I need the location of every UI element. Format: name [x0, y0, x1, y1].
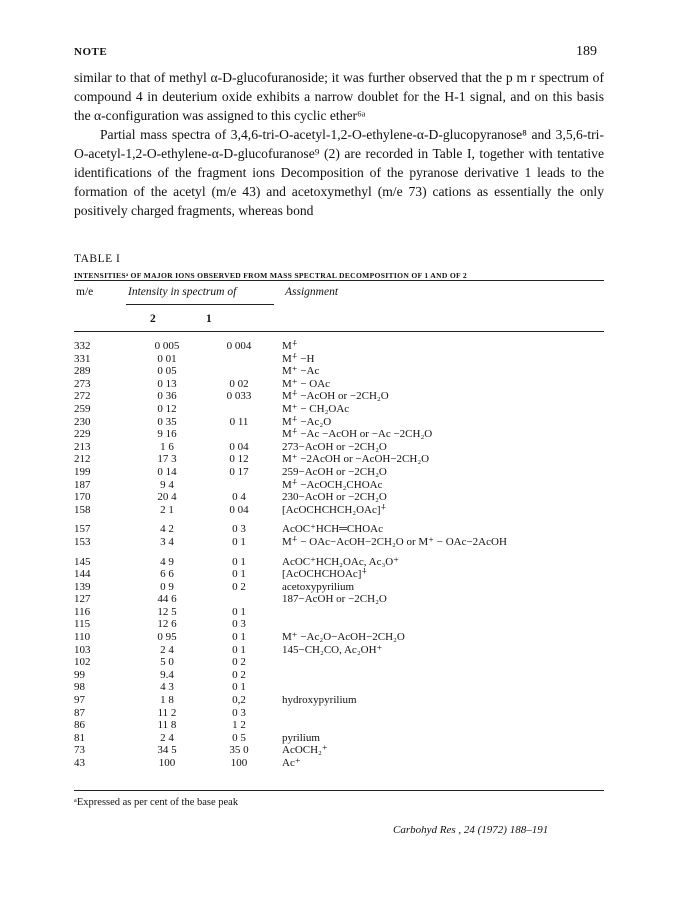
table-row [74, 491, 604, 504]
cell-intensity-1: 0 4 [232, 491, 246, 504]
cell-intensity-1: 0 004 [226, 340, 252, 352]
table-row [74, 416, 604, 429]
cell-intensity-2: 0 95 [157, 631, 177, 644]
cell-mz: 272 [74, 390, 91, 403]
cell-mz: 115 [74, 618, 91, 631]
table-row [74, 504, 604, 517]
cell-mz: 157 [74, 523, 91, 536]
cell-intensity-2: 9 16 [157, 428, 177, 441]
table-row [74, 681, 604, 694]
cell-intensity-1: 0 5 [232, 731, 246, 744]
table-row [74, 707, 604, 720]
table-top-rule [74, 280, 604, 281]
paragraph-1: similar to that of methyl α-D-glucofuranoside; it was further observed that the p m r spectrum of compound 4 in deuterium oxide exhibits a narrow doublet for the H-1 signal, and on this basis the α-configuration was assigned to this cyclic ether⁶ᵃ [74, 70, 604, 123]
paragraph-2: Partial mass spectra of 3,4,6-tri-O-acetyl-1,2-O-ethylene-α-D-glucopyranose⁸ and 3,5,6-tri-O-acetyl-1,2-O-ethylene-α-D-glucofuranose⁹ (2) are recorded in Table I, together with tentative identifications of the fragment ions Decomposition of the pyranose derivative 1 leads to the formation of the acetyl (m/e 43) and acetoxymethyl (m/e 73) cations as essentially the only positively charged fragments, whereas bond [74, 127, 604, 218]
cell-assignment: M⁺ −2AcOH or −AcOH−2CH₂O [282, 453, 430, 466]
cell-assignment: AcOC⁺HCH₂OAc, Ac₃O⁺ [282, 555, 400, 568]
cell-intensity-1: 0 3 [232, 618, 246, 631]
table-row [74, 516, 604, 536]
cell-intensity-1: 0 04 [229, 440, 249, 453]
cell-intensity-2: 0 05 [157, 365, 177, 378]
cell-intensity-1: 0 1 [232, 568, 246, 581]
cell-intensity-2: 0 12 [157, 402, 177, 415]
cell-intensity-2: 1 8 [160, 694, 174, 707]
cell-intensity-1: 100 [230, 757, 248, 769]
table-row [74, 656, 604, 669]
cell-assignment [282, 656, 604, 669]
table-row [74, 618, 604, 631]
cell-mz: 331 [74, 352, 91, 365]
cell-assignment: pyrilium [282, 731, 320, 744]
table-row [74, 694, 604, 707]
cell-intensity-1: 0 12 [229, 453, 249, 466]
cell-intensity-1: 0 1 [232, 643, 246, 656]
cell-assignment: AcOCH₂⁺ [282, 744, 328, 757]
cell-intensity-2: 11 2 [157, 706, 177, 719]
cell-assignment [282, 669, 604, 682]
cell-mz: 273 [74, 377, 91, 390]
cell-intensity-2: 4 3 [160, 681, 174, 694]
page-number: 189 [576, 44, 597, 59]
cell-assignment: [AcOCHCHCH₂OAc]⁺̇ [282, 503, 387, 516]
cell-mz: 289 [74, 365, 91, 378]
cell-intensity-2: 1 6 [160, 440, 174, 453]
cell-mz: 158 [74, 503, 91, 516]
table-row [74, 669, 604, 682]
table-row [74, 631, 604, 644]
table-row [74, 378, 604, 391]
table-bottom-rule [74, 790, 604, 791]
cell-assignment: AcOC⁺HCH═CHOAc [282, 523, 383, 536]
intensity-header-rule [126, 304, 274, 305]
cell-assignment: M⁺̇ −Ac₂O [282, 415, 332, 428]
cell-intensity-2: 4 9 [160, 555, 174, 568]
cell-intensity-1: 1 2 [232, 719, 246, 732]
cell-intensity-2: 0 005 [154, 340, 180, 352]
cell-intensity-2: 6 6 [160, 568, 174, 581]
cell-assignment: M⁺̇ [282, 340, 298, 352]
cell-intensity-2: 44 6 [157, 593, 177, 606]
running-header: NOTE [74, 46, 108, 58]
cell-intensity-2: 9.4 [160, 668, 174, 681]
cell-assignment: 259−AcOH or −2CH₂O [282, 465, 387, 478]
table-row [74, 536, 604, 549]
cell-assignment [282, 719, 604, 732]
table-header-rule [74, 331, 604, 332]
cell-intensity-2: 100 [158, 757, 176, 769]
cell-intensity-2: 0 13 [157, 377, 177, 390]
column-header-assignment: Assignment [285, 286, 339, 298]
table-row [74, 719, 604, 732]
table-row [74, 340, 604, 353]
cell-assignment: Ac⁺ [282, 757, 301, 769]
cell-mz: 102 [74, 656, 91, 669]
cell-intensity-1: 35 0 [229, 744, 249, 757]
cell-intensity-2: 20 4 [157, 491, 177, 504]
cell-assignment: M⁺̇ − OAc−AcOH−2CH₂O or M⁺ − OAc−2AcOH [282, 535, 507, 548]
cell-intensity-1: 0 1 [232, 681, 246, 694]
cell-mz: 43 [74, 757, 85, 769]
cell-intensity-1 [196, 479, 282, 492]
cell-mz: 103 [74, 643, 91, 656]
table-row [74, 390, 604, 403]
cell-mz: 98 [74, 681, 85, 694]
table-row [74, 441, 604, 454]
cell-intensity-2: 0 01 [157, 352, 177, 365]
cell-intensity-1 [196, 353, 282, 366]
cell-intensity-1: 0 1 [232, 605, 246, 618]
cell-mz: 144 [74, 568, 91, 581]
table-row [74, 549, 604, 569]
cell-mz: 81 [74, 731, 85, 744]
cell-intensity-2: 0 35 [157, 415, 177, 428]
cell-mz: 259 [74, 402, 91, 415]
cell-mz: 213 [74, 440, 91, 453]
cell-mz: 110 [74, 631, 91, 644]
table-row [74, 353, 604, 366]
table-subtitle: INTENSITIESᵃ OF MAJOR IONS OBSERVED FROM MASS SPECTRAL DECOMPOSITION OF 1 AND OF 2 [74, 271, 467, 280]
table-row [74, 744, 604, 757]
cell-intensity-1: 0 3 [232, 706, 246, 719]
cell-intensity-1: 0 1 [232, 535, 246, 548]
table-row [74, 428, 604, 441]
cell-mz: 230 [74, 415, 91, 428]
cell-assignment: M⁺̇ −AcOH or −2CH₂O [282, 390, 389, 403]
cell-intensity-2: 2 1 [160, 503, 174, 516]
cell-assignment [282, 707, 604, 720]
subheader-compound-2: 2 [150, 313, 156, 325]
cell-mz: 145 [74, 555, 91, 568]
cell-assignment: [AcOCHCHOAc]⁺̇ [282, 568, 368, 581]
cell-intensity-1: 0,2 [232, 694, 246, 707]
table-row [74, 466, 604, 479]
cell-assignment: M⁺ − CH₂OAc [282, 402, 350, 415]
cell-assignment [282, 681, 604, 694]
cell-mz: 116 [74, 605, 91, 618]
table-footnote: ᵃExpressed as per cent of the base peak [74, 797, 239, 808]
cell-intensity-1: 0 033 [226, 390, 252, 403]
column-header-intensity: Intensity in spectrum of [128, 286, 237, 298]
cell-mz: 99 [74, 668, 85, 681]
cell-intensity-1 [196, 593, 282, 606]
table-caption: TABLE I [74, 253, 121, 265]
cell-assignment: M⁺ −Ac₂O−AcOH−2CH₂O [282, 631, 405, 644]
cell-mz: 187 [74, 478, 91, 491]
cell-assignment: M⁺̇ −Ac −AcOH or −Ac −2CH₂O [282, 428, 433, 441]
cell-assignment: 187−AcOH or −2CH₂O [282, 593, 387, 606]
cell-mz: 153 [74, 535, 91, 548]
cell-intensity-2: 17 3 [157, 453, 177, 466]
table-row [74, 732, 604, 745]
cell-assignment: 230−AcOH or −2CH₂O [282, 491, 387, 504]
cell-assignment: hydroxypyrilium [282, 694, 357, 707]
table-row [74, 644, 604, 657]
cell-intensity-2: 0 14 [157, 465, 177, 478]
cell-assignment [282, 618, 604, 631]
cell-assignment: 273−AcOH or −2CH₂O [282, 440, 387, 453]
cell-intensity-1 [196, 428, 282, 441]
cell-mz: 139 [74, 580, 91, 593]
table-row [74, 453, 604, 466]
cell-intensity-1: 0 1 [232, 555, 246, 568]
cell-intensity-2: 12 6 [157, 618, 177, 631]
cell-assignment: acetoxypyrilium [282, 580, 355, 593]
cell-intensity-1: 0 2 [232, 656, 246, 669]
cell-intensity-2: 2 4 [160, 643, 174, 656]
cell-intensity-2: 4 2 [160, 523, 174, 536]
cell-mz: 87 [74, 706, 85, 719]
cell-intensity-1: 0 11 [229, 415, 249, 428]
cell-intensity-1: 0 04 [229, 503, 249, 516]
cell-intensity-1: 0 1 [232, 631, 246, 644]
cell-mz: 97 [74, 694, 85, 707]
table-row [74, 581, 604, 594]
table-row [74, 757, 604, 770]
cell-intensity-1 [196, 403, 282, 416]
cell-intensity-1: 0 2 [232, 668, 246, 681]
cell-intensity-1: 0 02 [229, 377, 249, 390]
table-row [74, 479, 604, 492]
cell-intensity-1: 0 3 [232, 523, 246, 536]
column-header-mz: m/e [76, 286, 94, 298]
cell-intensity-2: 5 0 [160, 656, 174, 669]
cell-mz: 332 [74, 340, 91, 352]
journal-reference: Carbohyd Res , 24 (1972) 188–191 [393, 824, 549, 836]
table-row [74, 606, 604, 619]
cell-intensity-2: 12 5 [157, 605, 177, 618]
cell-intensity-2: 0 36 [157, 390, 177, 403]
cell-assignment: M⁺ −Ac [282, 365, 320, 378]
cell-intensity-2: 9 4 [160, 478, 174, 491]
cell-intensity-2: 0 9 [160, 580, 174, 593]
cell-mz: 170 [74, 491, 91, 504]
cell-assignment: M⁺̇ −AcOCH₂CHOAc [282, 478, 383, 491]
cell-mz: 229 [74, 428, 91, 441]
table-row [74, 403, 604, 416]
cell-assignment: M⁺ − OAc [282, 377, 331, 390]
cell-mz: 212 [74, 453, 91, 466]
cell-assignment [282, 606, 604, 619]
cell-assignment: 145−CH₂CO, Ac₂OH⁺ [282, 643, 383, 656]
table-row [74, 365, 604, 378]
cell-mz: 127 [74, 593, 91, 606]
body-text [74, 68, 604, 220]
cell-assignment: M⁺̇ −H [282, 352, 315, 365]
cell-intensity-2: 34 5 [157, 744, 177, 757]
cell-intensity-2: 2 4 [160, 731, 174, 744]
cell-intensity-1 [196, 365, 282, 378]
subheader-compound-1: 1 [206, 313, 212, 325]
cell-intensity-1: 0 17 [229, 465, 249, 478]
ion-intensity-table [74, 340, 604, 770]
cell-mz: 86 [74, 719, 85, 732]
cell-intensity-2: 3 4 [160, 535, 174, 548]
table-row [74, 593, 604, 606]
cell-intensity-2: 11 8 [157, 719, 177, 732]
table-row [74, 568, 604, 581]
cell-mz: 199 [74, 465, 91, 478]
cell-mz: 73 [74, 744, 85, 757]
cell-intensity-1: 0 2 [232, 580, 246, 593]
